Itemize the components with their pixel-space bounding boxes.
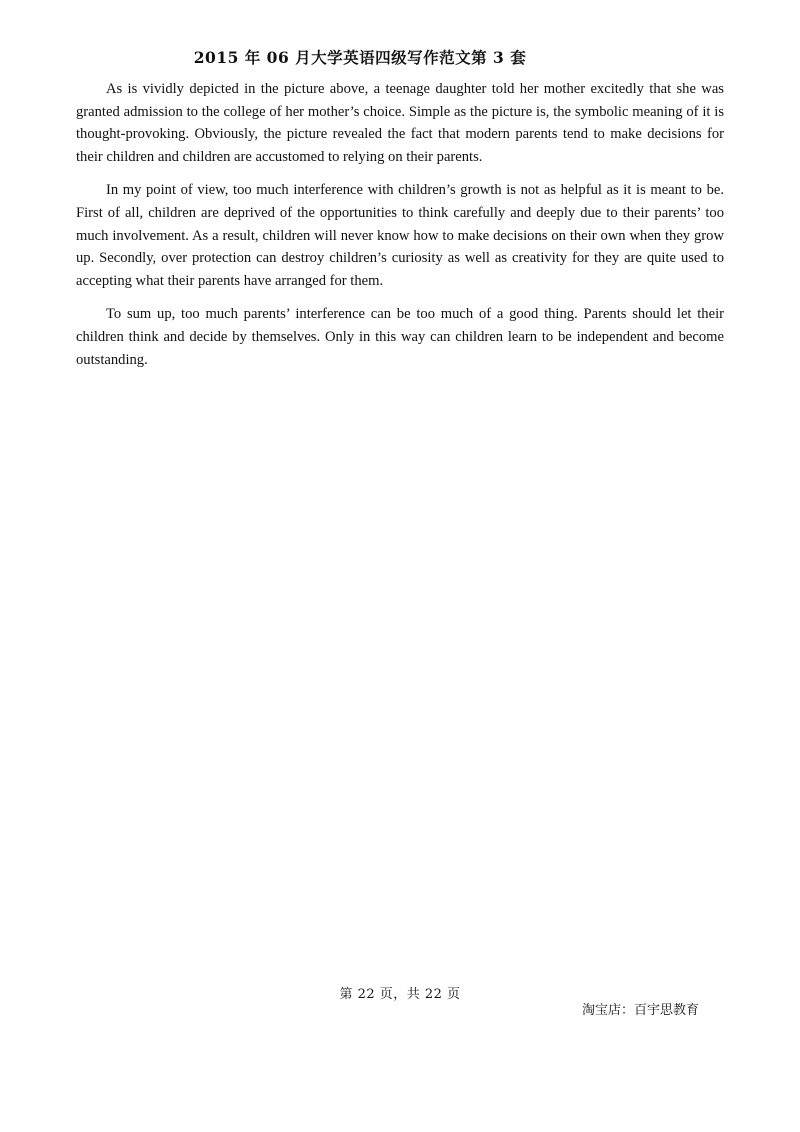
essay-paragraph-1: As is vividly depicted in the picture above, a teenage daughter told her mother excitedly that she was granted admission to the college of her mother’s choice. Simple as the picture is, the symbolic meaning of it is thought-provoking. Obviously, the picture revealed the fact that modern parents tend to make decisions for their children and children are accustomed to relying on their parents. (76, 81, 724, 165)
essay-paragraph-2: In my point of view, too much interference with children’s growth is not as helpful as it is meant to be. First of all, children are deprived of the opportunities to think carefully and deeply due to their parents’ too much involvement. As a result, children will never know how to make decisions on their own when they grow up. Secondly, over protection can destroy children’s curiosity as well as creativity for they are quite used to accepting what their parents have arranged for them. (76, 182, 724, 289)
document-title: 2015 年 06 月大学英语四级写作范文第 3 套 (193, 48, 527, 67)
essay-paragraph-3: To sum up, too much parents’ interference can be too much of a good thing. Parents should let their children think and decide by themselves. Only in this way can children learn to be independent and become outstanding. (76, 306, 724, 368)
page-number: 第 22 页，共 22 页 (339, 987, 461, 1002)
shop-credit: 淘宝店：百宇思教育 (582, 1003, 700, 1018)
essay-body (76, 78, 724, 382)
